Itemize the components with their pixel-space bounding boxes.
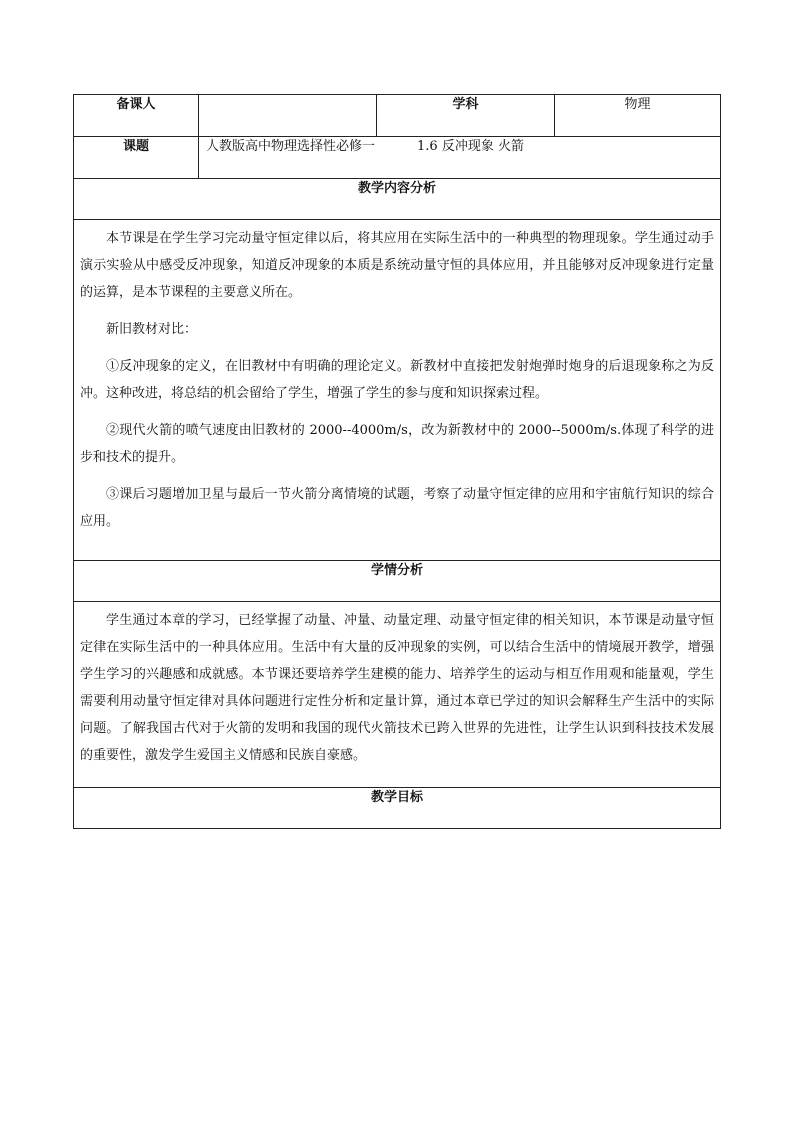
goals-title: 教学目标: [74, 788, 721, 829]
subject-value: 物理: [555, 95, 721, 137]
student-analysis-body-row: [74, 602, 721, 788]
student-paragraph: 学生通过本章的学习，已经掌握了动量、冲量、动量定理、动量守恒定律的相关知识，本节课是动量守恒定律在实际生活中的一种具体应用。生活中有大量的反冲现象的实例，可以结合生活中的情境展开教学，增强学生学习的兴趣感和成就感。本节课还要培养学生建模的能力、培养学生的运动与相互作用观和能量观，学生需要利用动量守恒定律对具体问题进行定性分析和定量计算，通过本章已学过的知识会解释生产生活中的实际问题。了解我国古代对于火箭的发明和我国的现代火箭技术已跨入世界的先进性，让学生认识到科技技术发展的重要性，激发学生爱国主义情感和民族自豪感。: [80, 613, 714, 763]
topic-value: [199, 137, 721, 179]
content-analysis-title: 教学内容分析: [74, 179, 721, 220]
content-paragraph: 新旧教材对比：: [106, 322, 198, 337]
header-row-topic: [74, 137, 721, 179]
lesson-plan-table: [73, 94, 721, 829]
content-paragraph: ③课后习题增加卫星与最后一节火箭分离情境的试题，考察了动量守恒定律的应用和宇宙航行知识的综合应用。: [80, 487, 714, 529]
content-paragraph: ①反冲现象的定义，在旧教材中有明确的理论定义。新教材中直接把发射炮弹时炮身的后退现象称之为反冲。这种改进，将总结的机会留给了学生，增强了学生的参与度和知识探索过程。: [80, 359, 714, 401]
content-analysis-body: [74, 220, 721, 561]
subject-label: 学科: [377, 95, 555, 137]
preparer-label: 备课人: [74, 95, 199, 137]
student-analysis-title-row: [74, 561, 721, 602]
topic-label: 课题: [74, 137, 199, 179]
content-analysis-title-row: [74, 179, 721, 220]
header-row-preparer: [74, 95, 721, 137]
content-analysis-body-row: [74, 220, 721, 561]
student-analysis-title: 学情分析: [74, 561, 721, 602]
content-paragraph: 本节课是在学生学习完动量守恒定律以后，将其应用在实际生活中的一种典型的物理现象。学生通过动手演示实验从中感受反冲现象，知道反冲现象的本质是系统动量守恒的具体应用，并且能够对反冲现象进行定量的运算，是本节课程的主要意义所在。: [80, 231, 714, 300]
student-analysis-body: [74, 602, 721, 788]
preparer-value: [199, 95, 377, 137]
content-paragraph: ②现代火箭的喷气速度由旧教材的 2000--4000m/s，改为新教材中的 2000--5000m/s.体现了科学的进步和技术的提升。: [80, 423, 714, 465]
goals-title-row: [74, 788, 721, 829]
topic-lesson: 1.6 反冲现象 火箭: [417, 139, 524, 154]
topic-book: 人教版高中物理选择性必修一: [206, 139, 376, 154]
